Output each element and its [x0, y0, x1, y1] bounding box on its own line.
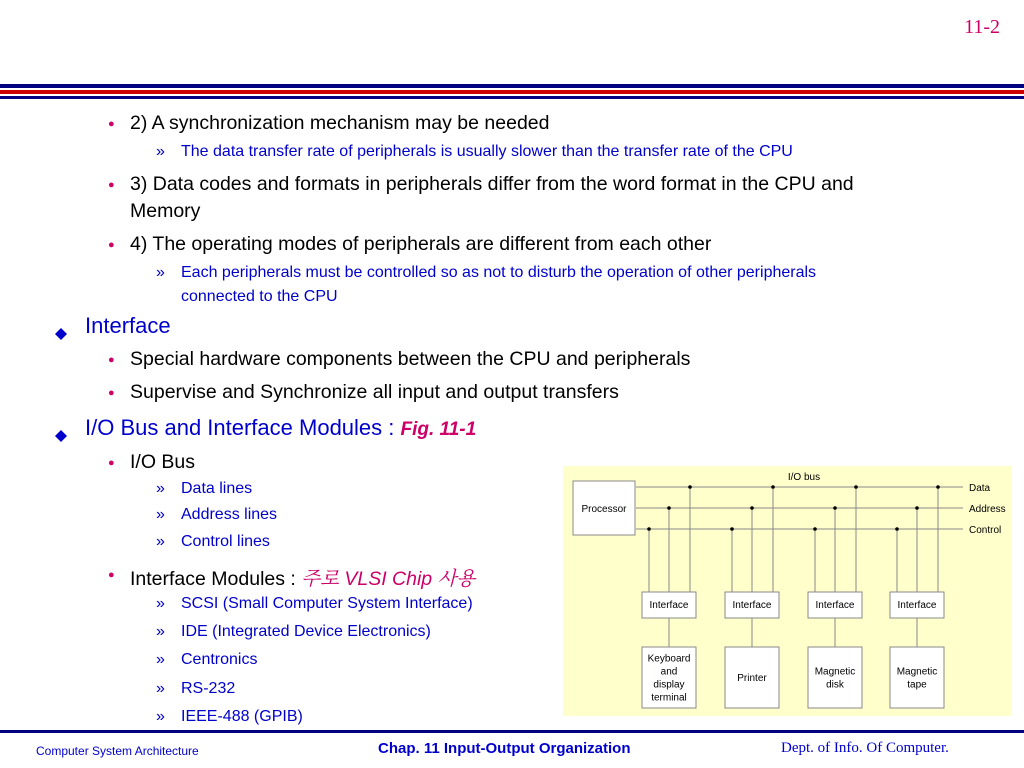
footer-dept: Dept. of Info. Of Computer.: [781, 740, 949, 756]
dot-bullet-icon: ●: [108, 457, 115, 469]
bus-line-label: Address: [969, 504, 1006, 515]
footer: [0, 730, 1024, 768]
junction-dot: [647, 527, 651, 531]
interface-label: Interface: [649, 600, 689, 611]
bullet-item: [156, 533, 270, 551]
bullet-text: IDE (Integrated Device Electronics): [181, 623, 431, 640]
bullet-text: Each peripherals must be controlled so as not to disturb the operation of other peripherals: [181, 264, 817, 281]
bullet-text: Supervise and Synchronize all input and output transfers: [130, 381, 619, 403]
bullet-item: [108, 348, 691, 371]
device-label: Magnetic disk: [814, 666, 856, 691]
magnetic-disk-box: [808, 647, 862, 708]
junction-dot: [730, 527, 734, 531]
dot-bullet-icon: ●: [108, 239, 115, 251]
device-label: Printer: [737, 673, 767, 684]
chevron-bullet-icon: »: [156, 480, 165, 497]
junction-dot: [688, 485, 692, 489]
bullet-text: Interface: [85, 313, 171, 338]
bullet-item: [108, 173, 854, 196]
bullet-text: SCSI (Small Computer System Interface): [181, 595, 473, 612]
interface-label: Interface: [897, 600, 937, 611]
bullet-item: [156, 506, 278, 524]
bullet-text: I/O Bus and Interface Modules :: [85, 415, 401, 440]
bullet-item: [108, 112, 550, 135]
chevron-bullet-icon: »: [156, 680, 165, 697]
device-label: Magnetic tape: [896, 666, 938, 691]
bullet-suffix: Fig. 11-1: [400, 419, 477, 440]
bus-label: I/O bus: [787, 472, 821, 483]
bullet-item: [130, 200, 200, 223]
bullet-text: IEEE-488 (GPIB): [181, 708, 303, 725]
bullet-item: [156, 595, 473, 613]
bullet-text: 3) Data codes and formats in peripherals differ from the word format in the CPU and: [130, 173, 854, 195]
dot-bullet-icon: ●: [108, 354, 115, 366]
bus-line-label: Data: [969, 483, 991, 494]
dot-bullet-icon: ●: [108, 179, 115, 191]
junction-dot: [833, 506, 837, 510]
junction-dot: [813, 527, 817, 531]
chevron-bullet-icon: »: [156, 651, 165, 668]
footer-course: Computer System Architecture: [36, 744, 199, 758]
bullet-item: [156, 680, 236, 698]
chevron-bullet-icon: »: [156, 595, 165, 612]
bullet-text: RS-232: [181, 680, 236, 697]
dot-bullet-icon: ●: [108, 387, 115, 399]
bullet-text: The data transfer rate of peripherals is usually slower than the transfer rate of the CPU: [181, 143, 793, 160]
bullet-text: 4) The operating modes of peripherals are different from each other: [130, 233, 712, 255]
chevron-bullet-icon: »: [156, 623, 165, 640]
device-label: Keyboard and display terminal: [647, 653, 691, 704]
page-number: 11-2: [964, 16, 1000, 38]
chevron-bullet-icon: »: [156, 506, 165, 523]
section-heading: [85, 313, 171, 339]
processor-label: Processor: [581, 504, 627, 515]
footer-chapter: Chap. 11 Input-Output Organization: [378, 740, 631, 757]
magnetic-tape-box: [890, 647, 944, 708]
bullet-text: Interface Modules :: [130, 568, 302, 590]
bullet-text: I/O Bus: [130, 451, 196, 473]
bullet-suffix: 주로 VLSI Chip 사용: [301, 568, 476, 590]
bullet-item: [108, 563, 476, 591]
junction-dot: [915, 506, 919, 510]
junction-dot: [750, 506, 754, 510]
bullet-text: Memory: [130, 200, 201, 222]
chevron-bullet-icon: »: [156, 264, 165, 281]
junction-dot: [854, 485, 858, 489]
interface-label: Interface: [815, 600, 855, 611]
chevron-bullet-icon: »: [156, 533, 165, 550]
diamond-bullet-icon: [55, 422, 67, 434]
bullet-text: Centronics: [181, 651, 258, 668]
bullet-item: [156, 651, 258, 669]
junction-dot: [771, 485, 775, 489]
io-bus-figure: [563, 466, 1012, 716]
bullet-item: [108, 381, 619, 404]
bullet-item: [156, 480, 253, 498]
bullet-item: [156, 708, 303, 726]
chevron-bullet-icon: »: [156, 708, 165, 725]
bullet-item: [156, 623, 431, 641]
bullet-text: 2) A synchronization mechanism may be needed: [130, 112, 550, 134]
bullet-text: connected to the CPU: [181, 288, 338, 305]
chevron-bullet-icon: »: [156, 143, 165, 160]
bullet-item: [181, 288, 338, 306]
bullet-item: [156, 143, 793, 161]
junction-dot: [936, 485, 940, 489]
dot-bullet-icon: ●: [108, 118, 115, 130]
bullet-text: Address lines: [181, 506, 278, 523]
bullet-item: [108, 451, 196, 474]
diamond-bullet-icon: [55, 320, 67, 332]
section-heading: [85, 415, 476, 441]
junction-dot: [895, 527, 899, 531]
junction-dot: [667, 506, 671, 510]
bullet-item: [108, 233, 712, 256]
bus-line-label: Control: [969, 525, 1002, 536]
bullet-text: Data lines: [181, 480, 253, 497]
bullet-text: Special hardware components between the CPU and peripherals: [130, 348, 691, 370]
dot-bullet-icon: ●: [108, 569, 115, 581]
bullet-text: Control lines: [181, 533, 270, 550]
interface-label: Interface: [732, 600, 772, 611]
bullet-item: [156, 264, 817, 282]
